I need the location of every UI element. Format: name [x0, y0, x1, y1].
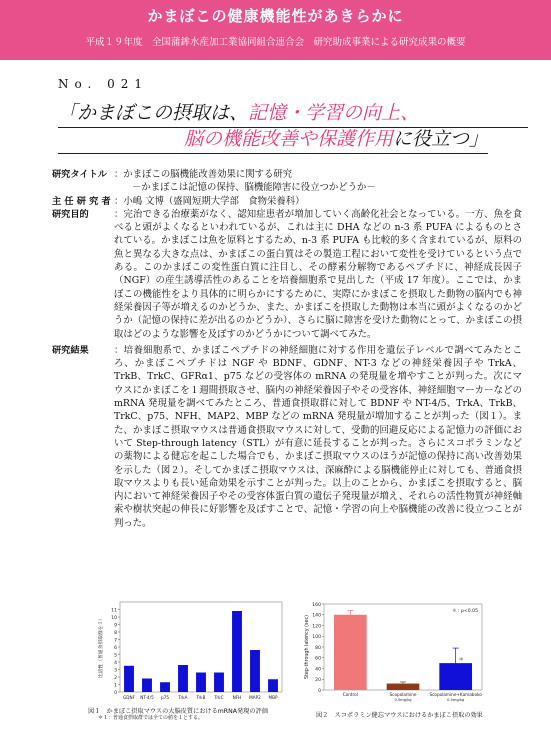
text-result: ：培養細胞系で、かまぼこペプチドの神経細胞に対する作用を遺伝子レベルで調べてみたところ、かまぼこペプチドは NGF や BDNF、GDNF、NT-3 などの神経栄養因子や TrkA、TrkB、TrkC、GFRα1、p75 などの受容体の mRNA の発現量を増やすことが判った。次にマウスにかまぼこを１週間摂取させ、脳内の神経栄養因子やその受容体、神経細胞マーカーなどの mRNA 発現量を調べてみたところ、普通食摂取群に対して BDNF や NT-4/5、TrkA、TrkB、TrkC、p75、NFH、MAP2、MBP などの mRNA 発現量が増加することが判った（図１）。また、かまぼこ摂取マウスは普通食摂取マウスに対して、受動的回避反応による記憶力の評価において Step-through latency（STL）が有意に延長することが判った。さらにスコポラミンなどの薬物による健忘を起こした場合でも、かまぼこ摂取マウスのほうが記憶の保持に高い改善効果を示した（図２）。そしてかまぼこ摂取マウスは、深麻酔による脳機能停止に対しても、普通食摂取マウスよりも長い延命効果を示すことが判った。以上のことから、かまぼこを摂取すると、脳内において神経栄養因子やその受容体蛋白質の遺伝子発現量が増え、それらの活性物質が神経軸索や樹状突起の伸長に好影響を及ぼすことで、記憶・学習の向上や脳機能の改善に役立つことが判った。	[114, 344, 522, 529]
y-tick-label: 9	[114, 623, 117, 629]
y-tick-label: 6	[114, 645, 117, 651]
y-tick-label: 3	[114, 668, 117, 674]
y-axis-label: Step-through latency (sec)	[305, 614, 310, 680]
y-tick-label: 0	[114, 690, 117, 696]
text-title-sub: －かまぼこは記憶の保持、脳機能障害に役立つかどうか－	[132, 182, 376, 194]
y-tick-label: 7	[114, 638, 117, 644]
headline-highlight: 脳の機能改善や保護作用	[183, 128, 393, 150]
figure-2-chart	[300, 598, 484, 710]
y-tick-label: 160	[312, 602, 321, 608]
x-tick-label: TrkA	[178, 695, 188, 700]
title-sub-row	[52, 181, 522, 194]
text-title: ：かまぼこの脳機能改善効果に関する研究	[114, 169, 293, 180]
bar	[196, 673, 206, 693]
bar	[178, 665, 188, 692]
x-tick-label: Scopolamine	[389, 692, 417, 697]
bar	[232, 611, 242, 692]
figure-2-caption: 図２ スコポラミン健忘マウスにおけるかまぼこ摂取の効果	[316, 712, 483, 719]
title-row	[52, 168, 522, 181]
significance-marker: ＊	[458, 657, 464, 664]
x-tick-label: p75	[161, 695, 169, 700]
bar	[439, 663, 472, 690]
report-body	[52, 168, 522, 530]
y-tick-label: 80	[315, 645, 321, 651]
x-tick-note: 0.5mg/kg	[394, 698, 412, 702]
bar	[160, 682, 170, 692]
y-tick-label: 20	[315, 678, 321, 684]
text-purpose: ：完治できる治療薬がなく、認知症患者が増加していく高齢化社会となっている。一方、魚を食べると頭がよくなるといわれているが、これは主に DHA などの n-3 系 PUFA によるものとされている。かまぼこは魚を原料とするため、n-3 系 PUFA も比較的多く含まれているが、原料の魚と異なる大きな点は、かまぼこの蛋白質はその製造工程において変性を受けているという点である。このかまぼこの変性蛋白質に注目し、その酵素分解物であるペプチドに、神経成長因子（NGF）の産生誘導活性のあることを培養細胞系で見出した（平成 17 年度）。ここでは、かまぼこの機能性をより具体的に明らかにするために、実際にかまぼこを摂取した動物の脳内でも神経栄養因子等が増えるのかどうか、また、かまぼこを摂取した動物は本当に頭がよくなるのかどうか（記憶の保持に差が出るのかどうか）、さらに脳に障害を受けた動物にとって、かまぼこの摂取はどのような影響を及ぼすのかどうかについて調べてみた。	[114, 208, 522, 340]
banner-title: かまぼこの健康機能性があきらかに	[147, 7, 404, 25]
banner-subtitle: 平成１９年度 全国蒲鉾水産加工業協同組合連合会 研究助成事業による研究成果の概要	[85, 37, 466, 48]
bar	[250, 650, 260, 692]
y-tick-label: 120	[312, 624, 321, 630]
headline-part: 「かまぼこの摂取は、	[58, 102, 249, 124]
headline-part: に役立つ」	[392, 128, 488, 150]
bar	[387, 684, 420, 690]
headline-highlight: 記憶・学習の向上、	[248, 102, 420, 124]
y-tick-label: 40	[315, 667, 321, 673]
x-tick-label: NT-4/5	[140, 695, 154, 700]
y-tick-label: 10	[111, 615, 117, 621]
researcher-row	[52, 195, 522, 208]
bar	[334, 615, 367, 690]
x-tick-label: GDNF	[122, 695, 136, 700]
document-number: No. 021	[58, 77, 149, 91]
header-banner	[0, 0, 551, 60]
figure-1-caption: 図１ かまぼこ摂取マウスの大脳皮質におけるmRNA発現の評価	[88, 708, 268, 715]
figure-2	[300, 598, 484, 718]
y-tick-label: 8	[114, 630, 117, 636]
y-axis-label: 比活性（普通食摂取群を１）	[99, 615, 104, 679]
label-result: 研究結果	[52, 344, 89, 356]
x-tick-label: Scopolamine+Kamaboko	[429, 692, 482, 697]
x-tick-label: TrkB	[196, 695, 206, 700]
x-tick-label: TrkC	[214, 695, 224, 700]
y-tick-label: 0	[318, 688, 321, 694]
headline-line-2	[58, 124, 488, 154]
y-tick-label: 60	[315, 656, 321, 662]
purpose-row	[52, 208, 522, 341]
label-researcher: 主 任 研 究 者	[52, 195, 111, 207]
label-title: 研究タイトル	[52, 169, 107, 180]
y-tick-label: 100	[312, 635, 321, 641]
x-tick-label: Control	[342, 692, 358, 697]
y-tick-label: 1	[114, 683, 117, 689]
x-tick-note: 0.5mg/kg	[447, 698, 465, 702]
legend-text: ＊ : p<0.05	[451, 609, 478, 614]
y-tick-label: 4	[114, 660, 117, 666]
figure-1-chart	[94, 598, 284, 706]
text-researcher: ：小嶋 文博（盛岡短期大学部 食物栄養科）	[114, 195, 305, 207]
x-tick-label: MAP2	[249, 695, 261, 700]
y-tick-label: 5	[114, 653, 117, 659]
bar	[124, 666, 134, 692]
x-tick-label: NFH	[232, 695, 242, 700]
bar	[268, 679, 278, 692]
result-row	[52, 344, 522, 530]
y-tick-label: 2	[114, 675, 117, 681]
figure-1	[88, 598, 284, 721]
label-purpose: 研究目的	[52, 208, 89, 220]
figure-1-note: ＊１：普通食摂取群では全ての値を１とする。	[98, 715, 204, 721]
bar	[214, 673, 224, 693]
bar	[142, 679, 152, 693]
x-tick-label: MBP	[268, 695, 278, 700]
y-tick-label: 11	[111, 608, 117, 614]
y-tick-label: 140	[312, 613, 321, 619]
